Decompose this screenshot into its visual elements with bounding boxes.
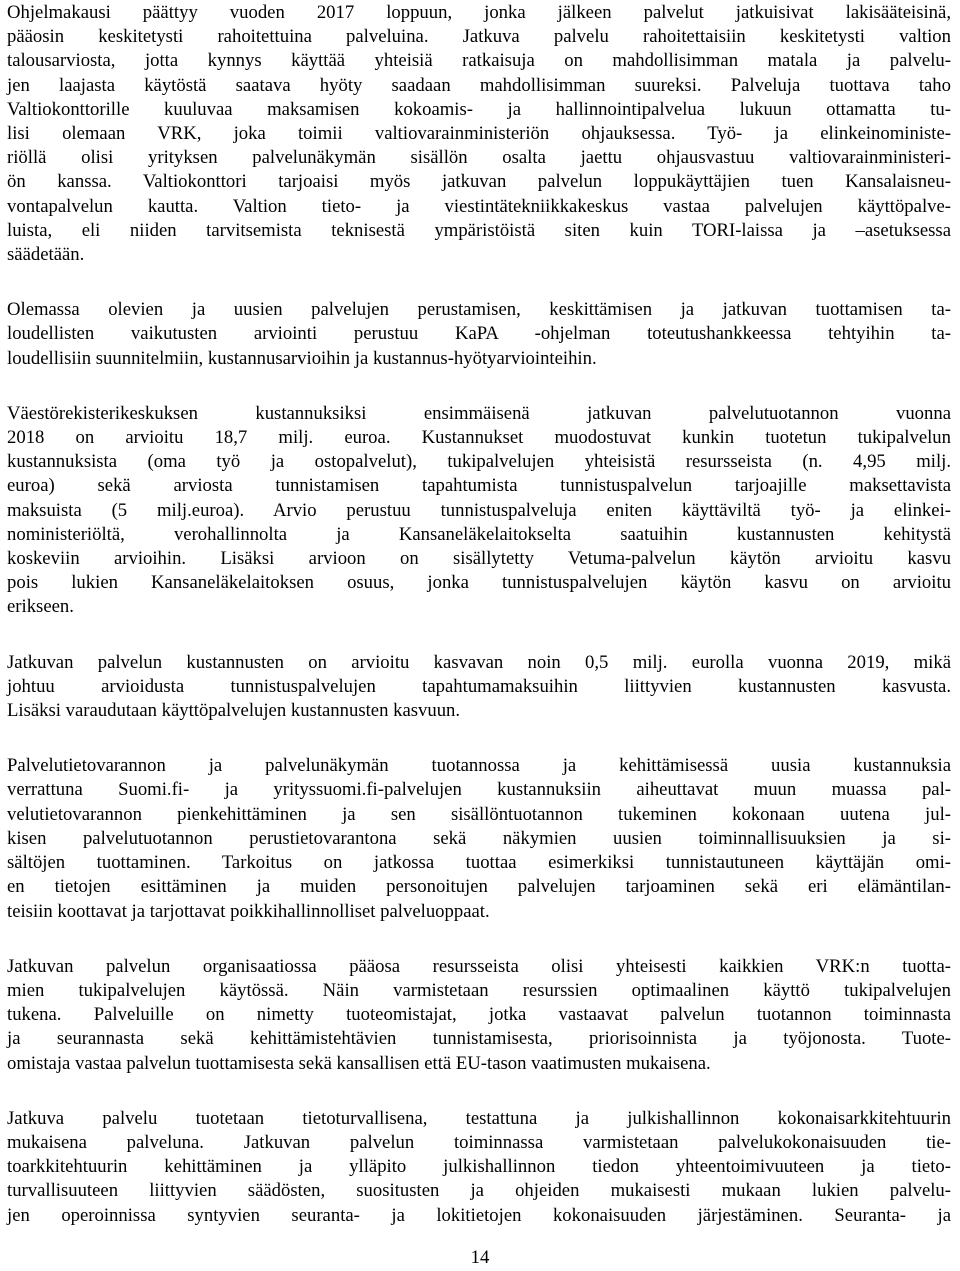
text-line: Väestörekisterikeskuksen kustannuksiksi ensimmäisenä jatkuvan palvelutuotannon vuonna — [7, 402, 951, 424]
paragraph-spacer — [7, 924, 951, 955]
text-line: turvallisuuteen liittyvien säädösten, suositusten ja ohjeiden mukaisesti mukaan lukien palvelu- — [7, 1180, 951, 1202]
paragraph-spacer — [7, 1076, 951, 1107]
text-line: sältöjen tuottaminen. Tarkoitus on jatkossa tuottaa esimerkiksi tunnistautuneen käyttäjän omi- — [7, 852, 951, 874]
text-line: mien tukipalvelujen käytössä. Näin varmistetaan resurssien optimaalinen käyttö tukipalvelujen — [7, 979, 951, 1001]
text-line: maksuista (5 milj.euroa). Arvio perustuu tunnistuspalveluja eniten käyttäviltä työ- ja elinkei- — [7, 499, 951, 521]
text-line: noministeriöltä, verohallinnolta ja Kansaneläkelaitokselta saatuihin kustannusten kehitystä — [7, 523, 951, 545]
paragraph-1 — [7, 1, 951, 267]
text-line: jen laajasta käytöstä saatava hyöty saadaan mahdollisimman suureksi. Palveluja tuottava taho — [7, 74, 951, 96]
text-line: säädetään. — [7, 244, 85, 266]
paragraph-5 — [7, 754, 951, 923]
text-line: erikseen. — [7, 596, 74, 618]
text-line: Jatkuvan palvelun kustannusten on arvioitu kasvavan noin 0,5 milj. eurolla vuonna 2019, mikä — [7, 651, 951, 673]
document-page — [7, 0, 951, 1228]
text-line: loudellisiin suunnitelmiin, kustannusarvioihin ja kustannus-hyötyarviointeihin. — [7, 347, 597, 369]
text-line: ön kanssa. Valtiokonttori tarjoaisi myös jatkuvan palvelun loppukäyttäjien tuen Kansalaisneu- — [7, 171, 951, 193]
text-line: omistaja vastaa palvelun tuottamisesta sekä kansallisen että EU-tason vaatimusten mukaisena. — [7, 1052, 711, 1074]
text-line: toarkkitehtuurin kehittäminen ja ylläpito julkishallinnon tiedon yhteentoimivuuteen ja tieto- — [7, 1156, 951, 1178]
text-line: loudellisten vaikutusten arviointi perustuu KaPA -ohjelman toteutushankkeessa tehtyihin ta- — [7, 323, 951, 345]
text-line: talousarviosta, jotta kynnys käyttää yhteisiä ratkaisuja on mahdollisimman matala ja palvelu- — [7, 50, 951, 72]
text-line: euroa) sekä arviosta tunnistamisen tapahtumista tunnistuspalvelun tarjoajille maksettavista — [7, 475, 951, 497]
text-line: velutietovarannon pienkehittäminen ja sen sisällöntuotannon tukeminen kokonaan uutena jul- — [7, 803, 951, 825]
paragraph-2 — [7, 298, 951, 371]
text-line: 2018 on arvioitu 18,7 milj. euroa. Kustannukset muodostuvat kunkin tuotetun tukipalvelun — [7, 427, 951, 449]
text-line: ja seurannasta sekä kehittämistehtävien tunnistamisesta, priorisoinnista ja työjonosta. Tuote- — [7, 1028, 951, 1050]
text-line: lisi olemaan VRK, joka toimii valtiovarainministeriön ohjauksessa. Työ- ja elinkeinoministe- — [7, 123, 951, 145]
text-line: Jatkuvan palvelun organisaatiossa pääosa resursseista olisi yhteisesti kaikkien VRK:n tuotta- — [7, 955, 951, 977]
paragraph-spacer — [7, 371, 951, 402]
text-line: luista, eli niiden tarvitsemista teknisestä ympäristöistä siten kuin TORI-laissa ja –asetuksessa — [7, 219, 951, 241]
text-line: tukena. Palveluille on nimetty tuoteomistajat, jotka vastaavat palvelun tuotannon toiminnasta — [7, 1004, 951, 1026]
paragraph-4 — [7, 651, 951, 724]
text-line: Ohjelmakausi päättyy vuoden 2017 loppuun, jonka jälkeen palvelut jatkuisivat lakisääteisinä, — [7, 2, 951, 23]
paragraph-spacer — [7, 267, 951, 298]
text-line: Olemassa olevien ja uusien palvelujen perustamisen, keskittämisen ja jatkuvan tuottamisen ta- — [7, 299, 951, 321]
text-line: pois lukien Kansaneläkelaitoksen osuus, jonka tunnistuspalvelujen käytön kasvu on arvioitu — [7, 572, 951, 594]
paragraph-3 — [7, 402, 951, 620]
paragraph-spacer — [7, 620, 951, 651]
paragraph-6 — [7, 955, 951, 1076]
text-line: verrattuna Suomi.fi- ja yrityssuomi.fi-palvelujen kustannuksiin aiheuttavat muun muassa pal- — [7, 779, 951, 801]
text-line: kustannuksista (oma työ ja ostopalvelut), tukipalvelujen yhteisistä resursseista (n. 4,95 milj. — [7, 451, 951, 473]
text-line: Palvelutietovarannon ja palvelunäkymän tuotannossa ja kehittämisessä uusia kustannuksia — [7, 755, 951, 777]
paragraph-7 — [7, 1107, 951, 1228]
text-line: teisiin koottavat ja tarjottavat poikkihallinnolliset palveluoppaat. — [7, 900, 490, 922]
text-line: Valtiokonttorille kuuluvaa maksamisen kokoamis- ja hallinnointipalvelua lukuun ottamatta tu- — [7, 98, 951, 120]
text-line: mukaisena palveluna. Jatkuvan palvelun toiminnassa varmistetaan palvelukokonaisuuden tie- — [7, 1131, 951, 1153]
text-line: en tietojen esittäminen ja muiden personoitujen palvelujen tarjoaminen sekä eri elämäntilan- — [7, 876, 951, 898]
text-line: riöllä olisi yrityksen palvelunäkymän sisällön osalta jaettu ohjausvastuu valtiovarainministeri- — [7, 147, 951, 169]
text-line: Jatkuva palvelu tuotetaan tietoturvallisena, testattuna ja julkishallinnon kokonaisarkkitehtuurin — [7, 1107, 951, 1129]
text-line: Lisäksi varaudutaan käyttöpalvelujen kustannusten kasvuun. — [7, 700, 461, 722]
paragraph-spacer — [7, 723, 951, 754]
text-line: koskeviin arvioihin. Lisäksi arvioon on sisällytetty Vetuma-palvelun käytön arvioitu kasvu — [7, 548, 951, 570]
text-line: pääosin keskitetysti rahoitettuina palveluina. Jatkuva palvelu rahoitettaisiin keskitetysti valtion — [7, 26, 951, 48]
text-line: kisen palvelutuotannon perustietovarantona sekä näkymien uusien toiminnallisuuksien ja si- — [7, 827, 951, 849]
text-line: johtuu arvioidusta tunnistuspalvelujen tapahtumamaksuihin liittyvien kustannusten kasvusta. — [7, 675, 951, 697]
page-number: 14 — [470, 1247, 490, 1268]
text-line: jen operoinnissa syntyvien seuranta- ja lokitietojen kokonaisuuden järjestäminen. Seuranta- ja — [7, 1204, 951, 1226]
text-line: vontapalvelun kautta. Valtion tieto- ja viestintätekniikkakeskus vastaa palvelujen käyttöpalve- — [7, 195, 951, 217]
